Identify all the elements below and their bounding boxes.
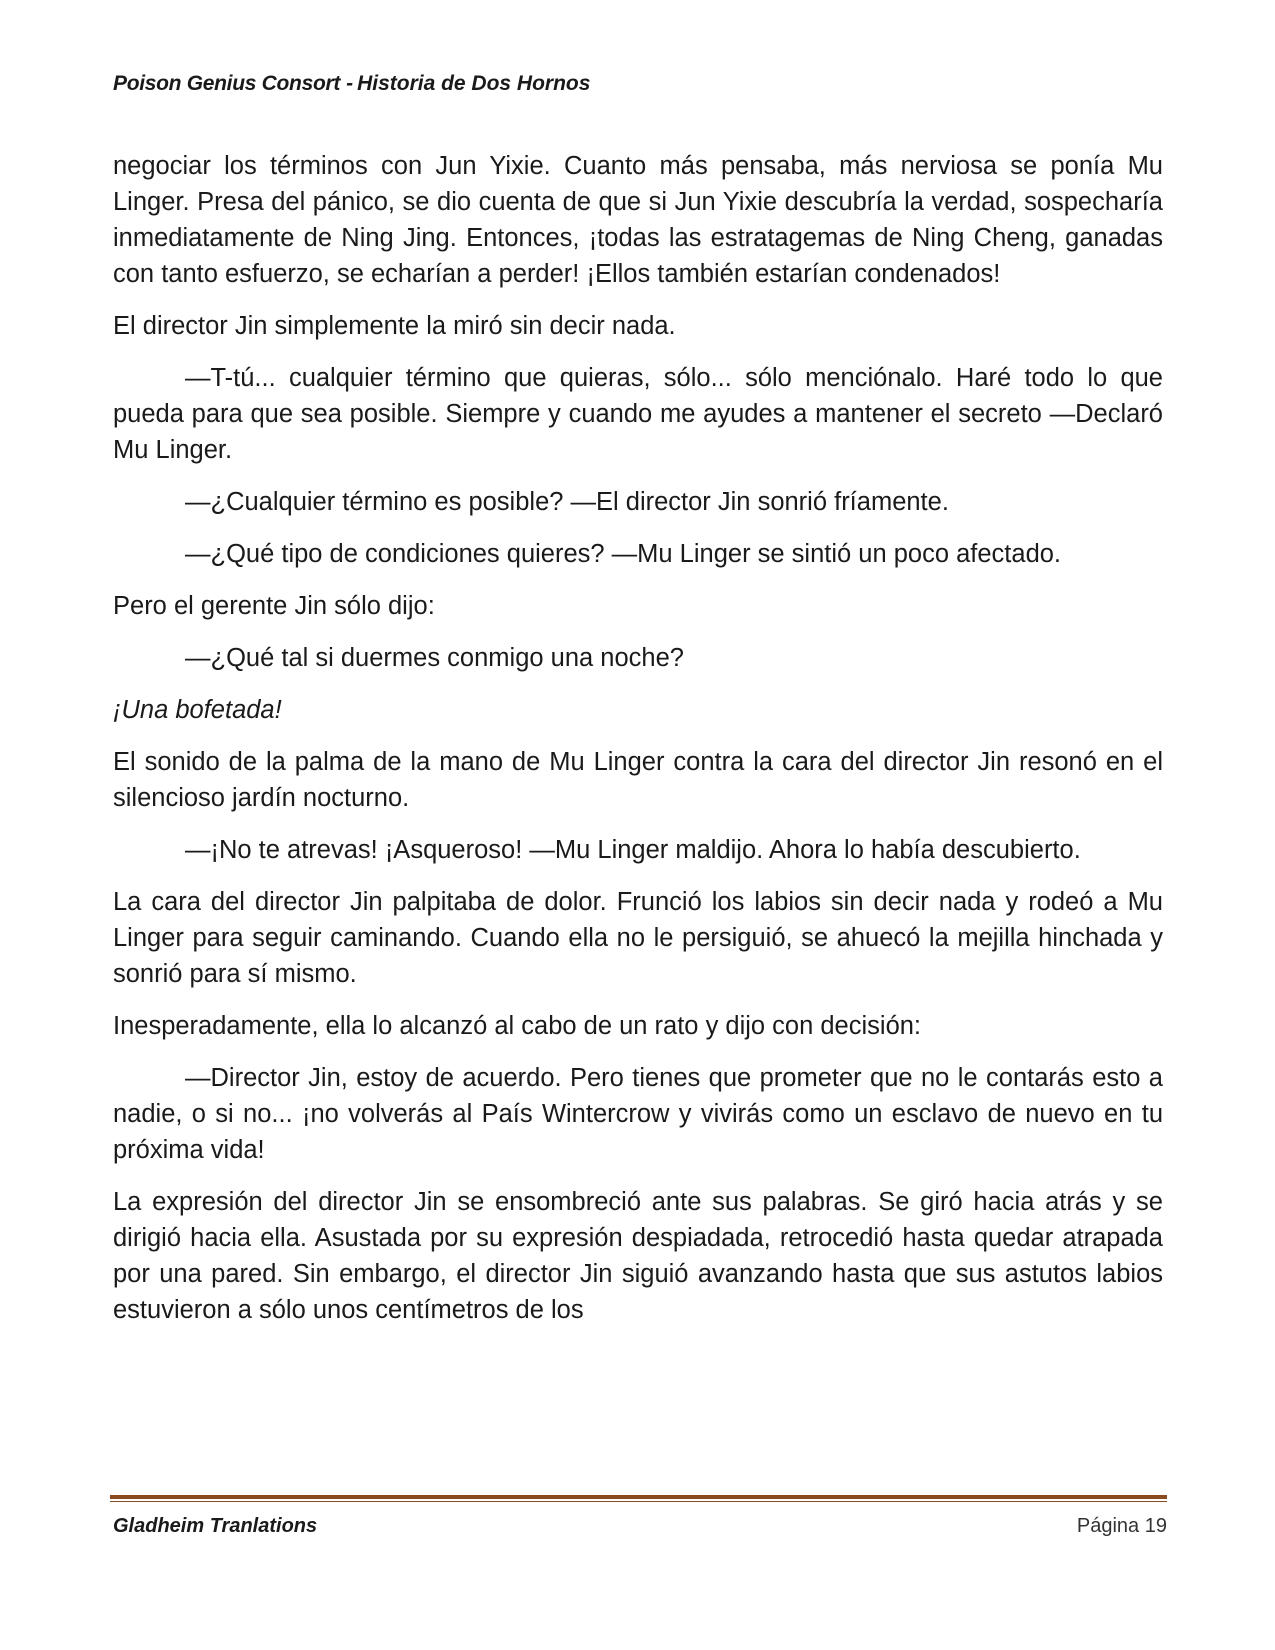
paragraph: La expresión del director Jin se ensombreció ante sus palabras. Se giró hacia atrás y se dirigió hacia ella. Asustada por su expresión despiadada, retrocedió hasta quedar atrapada por una pared. Sin embargo, el director Jin siguió avanzando hasta que sus astutos labios estuvieron a sólo unos centímetros de los: [113, 1188, 1163, 1324]
paragraph: Inesperadamente, ella lo alcanzó al cabo de un rato y dijo con decisión:: [113, 1012, 922, 1040]
italic-paragraph: ¡Una bofetada!: [113, 696, 282, 724]
page-number-block: [1077, 1515, 1167, 1538]
paragraph: negociar los términos con Jun Yixie. Cuanto más pensaba, más nerviosa se ponía Mu Linger. Presa del pánico, se dio cuenta de que si Jun Yixie descubría la verdad, sospecharía inmediatamente de Ning Jing. Entonces, ¡todas las estratagemas de Ning Cheng, ganadas con tanto esfuerzo, se echarían a perder! ¡Ellos también estarían condenados!: [113, 152, 1163, 288]
footer-rule-thick: [110, 1495, 1167, 1499]
book-title: Poison Genius Consort: [113, 72, 341, 95]
paragraph: La cara del director Jin palpitaba de dolor. Frunció los labios sin decir nada y rodeó a Mu Linger para seguir caminando. Cuando ella no le persiguió, se ahuecó la mejilla hinchada y sonrió para sí mismo.: [113, 888, 1163, 988]
dialogue-paragraph: —¡No te atrevas! ¡Asqueroso! —Mu Linger maldijo. Ahora lo había descubierto.: [185, 836, 1081, 864]
paragraph: Pero el gerente Jin sólo dijo:: [113, 592, 435, 620]
running-header: [113, 72, 1163, 96]
header-separator: -: [346, 72, 354, 95]
body-text: [113, 148, 1163, 1344]
dialogue-paragraph: —¿Cualquier término es posible? —El director Jin sonrió fríamente.: [185, 488, 949, 516]
page-number: 19: [1144, 1515, 1167, 1537]
chapter-title: Historia de Dos Hornos: [357, 72, 591, 95]
dialogue-paragraph: —Director Jin, estoy de acuerdo. Pero tienes que prometer que no le contarás esto a nadie, o si no... ¡no volverás al País Wintercrow y vivirás como un esclavo de nuevo en tu próxima vida!: [113, 1064, 1163, 1164]
translator-credit: Gladheim Tranlations: [113, 1515, 318, 1537]
paragraph: El sonido de la palma de la mano de Mu Linger contra la cara del director Jin resonó en el silencioso jardín nocturno.: [113, 748, 1163, 812]
footer-rule-thin: [110, 1501, 1167, 1502]
dialogue-paragraph: —¿Qué tal si duermes conmigo una noche?: [185, 644, 684, 672]
dialogue-paragraph: —¿Qué tipo de condiciones quieres? —Mu Linger se sintió un poco afectado.: [185, 540, 1062, 568]
page-label: Página: [1076, 1515, 1140, 1537]
dialogue-paragraph: —T-tú... cualquier término que quieras, sólo... sólo menciónalo. Haré todo lo que pueda para que sea posible. Siempre y cuando me ayudes a mantener el secreto —Declaró Mu Linger.: [113, 364, 1163, 464]
paragraph: El director Jin simplemente la miró sin decir nada.: [113, 312, 676, 340]
